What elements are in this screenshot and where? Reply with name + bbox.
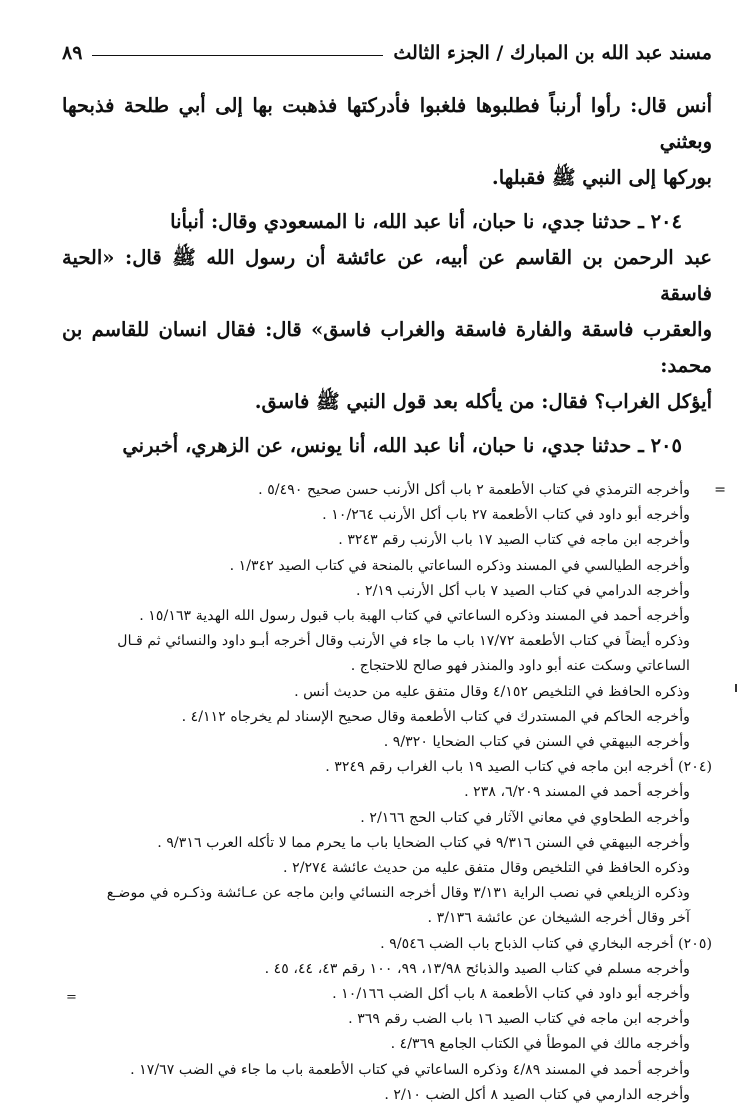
running-header bbox=[62, 38, 712, 68]
margin-tick bbox=[735, 684, 737, 692]
text-line: أنس قال: رأوا أرنباً فطلبوها فلغبوا فأدركتها فذهبت بها إلى أبي طلحة فذبحها وبعثني bbox=[62, 94, 712, 153]
footnote-line: وأخرجه ابن ماجه في كتاب الصيد ١٦ باب الضب رقم ٣٦٩ . bbox=[348, 1011, 690, 1028]
footnote-line: وأخرجه الطحاوي في معاني الآثار في كتاب الحج ٢/١٦٦ . bbox=[360, 809, 690, 826]
text-line: ٢٠٥ ـ حدثنا جدي، نا حبان، أنا عبد الله، أنا يونس، عن الزهري، أخبرني bbox=[122, 434, 682, 457]
paragraph-hadith-205 bbox=[62, 428, 712, 464]
footnote-line: وأخرجه مالك في الموطأ في الكتاب الجامع ٤/٣٦٩ . bbox=[390, 1036, 690, 1053]
footnote-line: وأخرجه أحمد في المسند ٤/٨٩ وذكره الساعاتي في كتاب الأطعمة باب ما جاء في الضب ١٧/٦٧ . bbox=[130, 1061, 690, 1078]
header-rule bbox=[92, 55, 383, 56]
footnote-line: وذكره الحافظ في التلخيص وقال متفق عليه من حديث عائشة ٢/٢٧٤ . bbox=[283, 860, 690, 877]
text-line: عبد الرحمن بن القاسم عن أبيه، عن عائشة أن رسول الله ﷺ قال: «الحية فاسقة bbox=[62, 246, 712, 305]
footnote-line: وأخرجه أبو داود في كتاب الأطعمة ٢٧ باب أكل الأرنب ١٠/٢٦٤ . bbox=[322, 507, 690, 524]
footnote-group-start: (٢٠٤) أخرجه ابن ماجه في كتاب الصيد ١٩ باب الغراب رقم ٣٢٤٩ . bbox=[325, 759, 712, 776]
footnote-line: وأخرجه الدارمي في كتاب الصيد ٨ أكل الضب ٢/١٠ . bbox=[384, 1086, 690, 1103]
footnote-line: وذكره الحافظ في التلخيص ٤/١٥٢ وقال متفق عليه من حديث أنس . bbox=[294, 683, 690, 700]
footnote-line: وأخرجه البيهقي في السنن ٩/٣١٦ في كتاب الضحايا باب ما يحرم مما لا تأكله العرب ٩/٣١٦ . bbox=[157, 834, 690, 851]
paragraph-hadith-204 bbox=[62, 204, 712, 420]
footnote-line: وأخرجه الدرامي في كتاب الصيد ٧ باب أكل الأرنب ٢/١٩ . bbox=[355, 582, 690, 599]
text-line: ٢٠٤ ـ حدثنا جدي، نا حبان، أنا عبد الله، نا المسعودي وقال: أنبأنا bbox=[170, 210, 682, 233]
continuation-marker: = bbox=[714, 482, 726, 498]
footnote-line: وأخرجه أحمد في المسند ٦/٢٠٩، ٢٣٨ . bbox=[464, 784, 690, 801]
footnote-line: وذكره الزيلعي في نصب الراية ٣/١٣١ وقال أخرجه النسائي وابن ماجه عن عـائشة وذكـره في موضـع bbox=[106, 885, 690, 902]
paragraph-1 bbox=[62, 88, 712, 196]
text-line: بوركها إلى النبي ﷺ فقبلها. bbox=[491, 166, 712, 189]
end-marker: = bbox=[66, 990, 77, 1005]
text-line: أيؤكل الغراب؟ فقال: من يأكله بعد قول النبي ﷺ فاسق. bbox=[254, 390, 712, 413]
footnote-line: وذكره أيضاً في كتاب الأطعمة ١٧/٧٢ باب ما جاء في الأرنب وقال أخرجه أبـو داود والنسائي ثم قـال bbox=[117, 633, 690, 650]
footnote-line: وأخرجه البيهقي في السنن في كتاب الضحايا ٩/٣٢٠ . bbox=[383, 734, 690, 751]
footnote-line: وأخرجه مسلم في كتاب الصيد والذبائح ١٣/٩٨، ٩٩، ١٠٠ رقم ٤٣، ٤٤، ٤٥ . bbox=[264, 960, 690, 977]
main-text bbox=[62, 88, 712, 464]
footnote-line: وأخرجه الحاكم في المستدرك في كتاب الأطعمة وقال صحيح الإسناد لم يخرجاه ٤/١١٢ . bbox=[181, 708, 690, 725]
text-line: والعقرب فاسقة والفارة فاسقة والغراب فاسق» قال: فقال انسان للقاسم بن محمد: bbox=[62, 318, 712, 377]
footnote-line: = وأخرجه الترمذي في كتاب الأطعمة ٢ باب أكل الأرنب حسن صحيح ٥/٤٩٠ . bbox=[62, 478, 712, 503]
page-number: ٨٩ bbox=[62, 42, 83, 64]
footnote-line: وأخرجه ابن ماجه في كتاب الصيد ١٧ باب الأرنب رقم ٣٢٤٣ . bbox=[338, 532, 690, 549]
footnote-group-start: (٢٠٥) أخرجه البخاري في كتاب الذباح باب الضب ٩/٥٤٦ . bbox=[380, 935, 712, 952]
footnote-line: وأخرجه الطيالسي في المسند وذكره الساعاتي بالمنحة في كتاب الصيد ١/٣٤٢ . bbox=[229, 557, 690, 574]
footnote-line: وأخرجه أبو داود في كتاب الأطعمة ٨ باب أكل الضب ١٠/١٦٦ . bbox=[332, 986, 690, 1003]
header-title: مسند عبد الله بن المبارك / الجزء الثالث bbox=[393, 42, 712, 64]
footnote-line-continued: الساعاتي وسكت عنه أبو داود والمنذر فهو صالح للاحتجاج . bbox=[350, 658, 690, 675]
footnotes bbox=[62, 478, 726, 1108]
footnote-line: وأخرجه أحمد في المسند وذكره الساعاتي في كتاب الهبة باب قبول رسول الله الهدية ١٥/١٦٣ . bbox=[139, 608, 690, 625]
footnote-line-continued: آخر وقال أخرجه الشيخان عن عائشة ٣/١٣٦ . bbox=[427, 910, 690, 927]
